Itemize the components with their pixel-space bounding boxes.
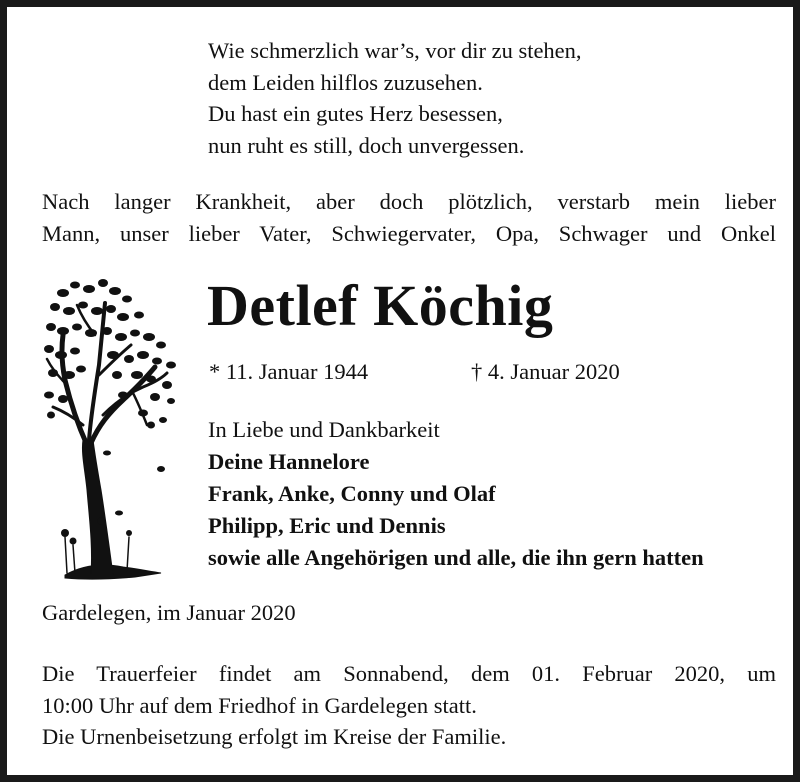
- funeral-line: 10:00 Uhr auf dem Friedhof in Gardelegen statt.: [42, 692, 477, 718]
- memorial-poem: [208, 35, 582, 161]
- funeral-details: [42, 658, 776, 753]
- poem-line: nun ruht es still, doch unvergessen.: [208, 132, 525, 158]
- announcement-line: Nach langer Krankheit, aber doch plötzlich, verstarb mein lieber: [42, 189, 776, 214]
- poem-line: dem Leiden hilflos zuzusehen.: [208, 69, 483, 95]
- death-date: † 4. Januar 2020: [471, 359, 620, 384]
- birth-date: * 11. Januar 1944: [209, 359, 369, 384]
- mourner-line: Philipp, Eric und Dennis: [208, 513, 446, 538]
- poem-line: Du hast ein gutes Herz besessen,: [208, 101, 503, 126]
- announcement-line: Mann, unser lieber Vater, Schwiegervater, Opa, Schwager und Onkel: [42, 220, 776, 246]
- funeral-line: Die Urnenbeisetzung erfolgt im Kreise der Familie.: [42, 724, 507, 749]
- mourner-line: Frank, Anke, Conny und Olaf: [208, 481, 496, 506]
- poem-line: Wie schmerzlich war’s, vor dir zu stehen,: [208, 38, 582, 63]
- tree-silhouette-icon: [43, 275, 183, 585]
- mourner-line: sowie alle Angehörigen und alle, die ihn gern hatten: [208, 545, 704, 570]
- mourners-intro: In Liebe und Dankbarkeit: [208, 417, 440, 442]
- mourners-list: [208, 414, 704, 574]
- place-and-date: Gardelegen, im Januar 2020: [42, 600, 296, 625]
- deceased-name: Detlef Köchig: [207, 273, 554, 338]
- mourner-line: Deine Hannelore: [208, 449, 370, 474]
- death-announcement-text: [42, 186, 776, 249]
- funeral-line: Die Trauerfeier findet am Sonnabend, dem 01. Februar 2020, um: [42, 661, 776, 686]
